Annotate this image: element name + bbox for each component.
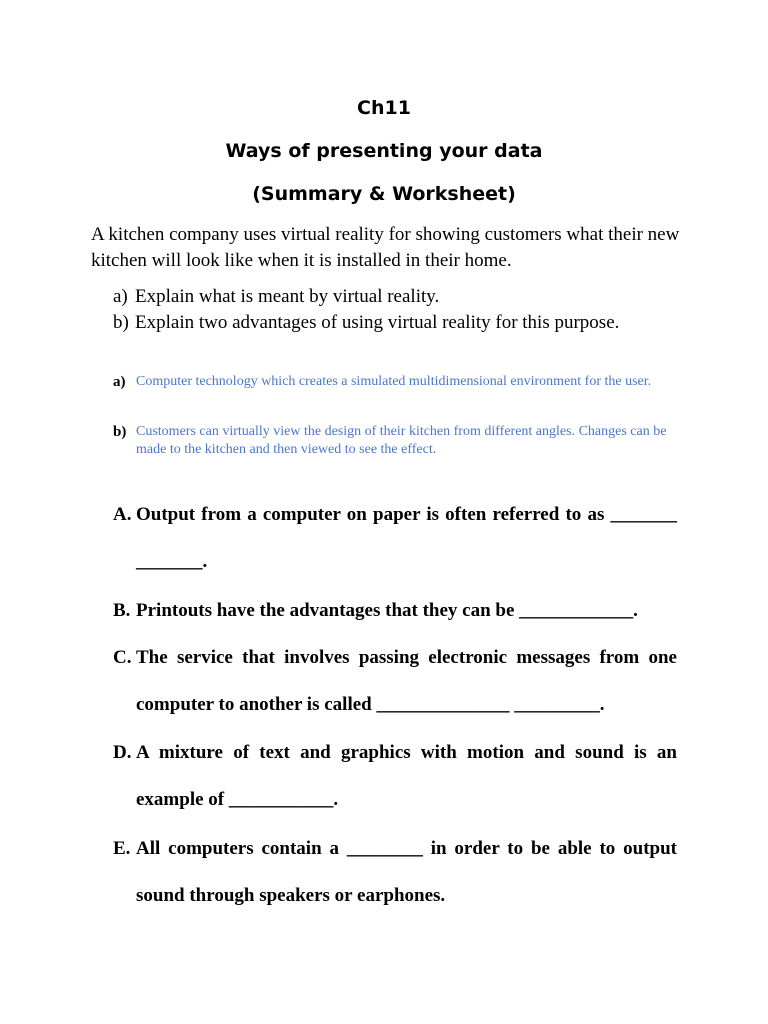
question-text: Explain two advantages of using virtual reality for this purpose.	[135, 312, 620, 333]
fill-in-label: E.	[113, 838, 131, 859]
fill-in-label: A.	[113, 504, 132, 525]
fill-in-text: A mixture of text and graphics with motion and sound is an example of ___________.	[136, 742, 677, 810]
fill-in-text: The service that involves passing electronic messages from one computer to another is called ______________ _________.	[136, 647, 677, 715]
fill-in-item	[113, 491, 677, 585]
page-subtitle: (Summary & Worksheet)	[252, 183, 516, 205]
question-item	[113, 310, 713, 336]
fill-in-item	[113, 634, 677, 728]
question-item	[113, 284, 713, 310]
fill-in-text: Printouts have the advantages that they can be ____________.	[136, 600, 638, 621]
intro-paragraph: A kitchen company uses virtual reality for showing customers what their new kitchen will look like when it is installed in their home.	[91, 224, 680, 271]
answer-item	[113, 373, 673, 391]
question-list	[113, 284, 713, 336]
fill-in-item	[113, 729, 677, 823]
fill-in-label: D.	[113, 742, 132, 763]
fill-in-label: C.	[113, 647, 132, 668]
page-title: Ways of presenting your data	[225, 140, 543, 162]
question-label: b)	[113, 312, 129, 333]
answer-text: Customers can virtually view the design of their kitchen from different angles. Changes can be made to the kitchen and then viewed to see the effect.	[136, 424, 667, 457]
question-text: Explain what is meant by virtual reality.	[135, 286, 440, 307]
answer-item	[113, 423, 673, 459]
fill-in-label: B.	[113, 600, 131, 621]
chapter-heading: Ch11	[357, 97, 411, 119]
fill-in-text: All computers contain a ________ in order to be able to output sound through speakers or earphones.	[136, 838, 677, 906]
question-label: a)	[113, 286, 128, 307]
answer-text: Computer technology which creates a simulated multidimensional environment for the user.	[136, 374, 652, 389]
fill-in-item	[113, 825, 677, 919]
answer-label: a)	[113, 374, 126, 390]
fill-in-text: Output from a computer on paper is often referred to as _______ _______.	[136, 504, 677, 572]
answer-label: b)	[113, 424, 127, 440]
fill-in-item	[113, 587, 677, 634]
